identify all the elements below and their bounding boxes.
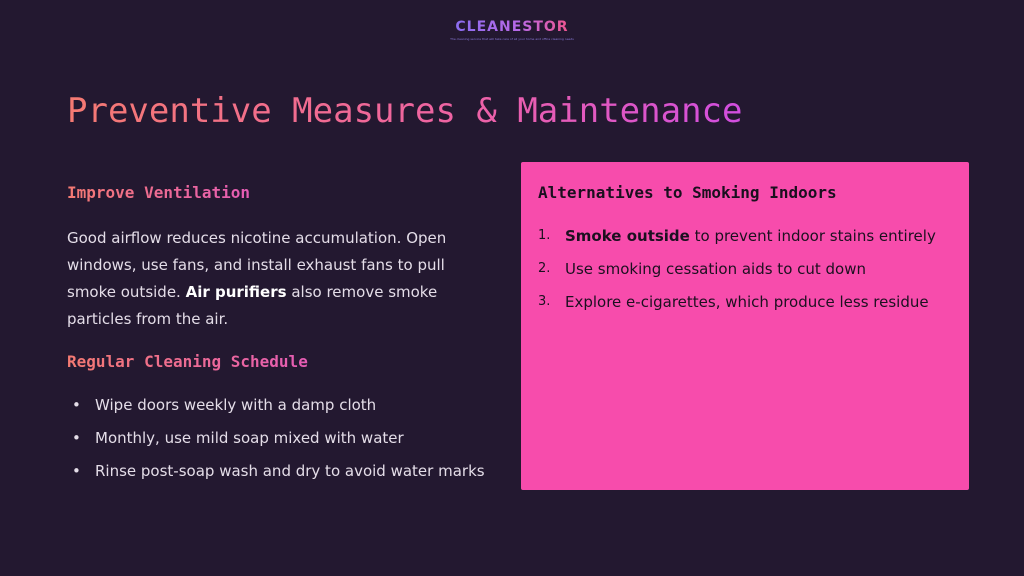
ventilation-heading: Improve Ventilation — [67, 183, 251, 202]
brand-logo — [0, 16, 1024, 41]
list-number: 1. — [538, 228, 551, 243]
bullet-icon: • — [72, 462, 81, 480]
ventilation-text-before: Good airflow reduces nicotine accumulation. Open windows, use fans, and install exhaust fans to pull smoke outside. — [67, 229, 447, 301]
ventilation-text-after: also remove smoke particles from the air. — [67, 283, 438, 328]
list-item — [538, 257, 936, 281]
list-item — [67, 393, 485, 417]
air-purifiers-emphasis: Air purifiers — [185, 283, 287, 301]
list-item-text: Monthly, use mild soap mixed with water — [95, 429, 404, 447]
alternatives-heading: Alternatives to Smoking Indoors — [538, 183, 837, 202]
page-title: Preventive Measures & Maintenance — [67, 88, 743, 134]
list-item — [538, 224, 936, 248]
alternatives-list — [538, 224, 936, 323]
list-item-text: Explore e-cigarettes, which produce less residue — [565, 293, 929, 311]
alternatives-card — [521, 162, 969, 490]
smoke-outside-emphasis: Smoke outside — [565, 227, 690, 245]
logo-wordmark: CLEANESTOR — [455, 19, 569, 35]
schedule-list — [67, 393, 485, 492]
list-item-text: Use smoking cessation aids to cut down — [565, 260, 867, 278]
list-item-text: Rinse post-soap wash and dry to avoid water marks — [95, 462, 485, 480]
ventilation-paragraph — [67, 225, 467, 333]
list-number: 3. — [538, 294, 551, 309]
list-number: 2. — [538, 261, 551, 276]
list-item-text: to prevent indoor stains entirely — [694, 227, 936, 245]
schedule-heading: Regular Cleaning Schedule — [67, 352, 308, 371]
list-item — [538, 290, 936, 314]
logo-tagline: The cleaning service that will take care of all your home and office cleaning needs — [450, 37, 574, 41]
bullet-icon: • — [72, 396, 81, 414]
list-item — [67, 459, 485, 483]
list-item-text: Wipe doors weekly with a damp cloth — [95, 396, 377, 414]
bullet-icon: • — [72, 429, 81, 447]
list-item — [67, 426, 485, 450]
